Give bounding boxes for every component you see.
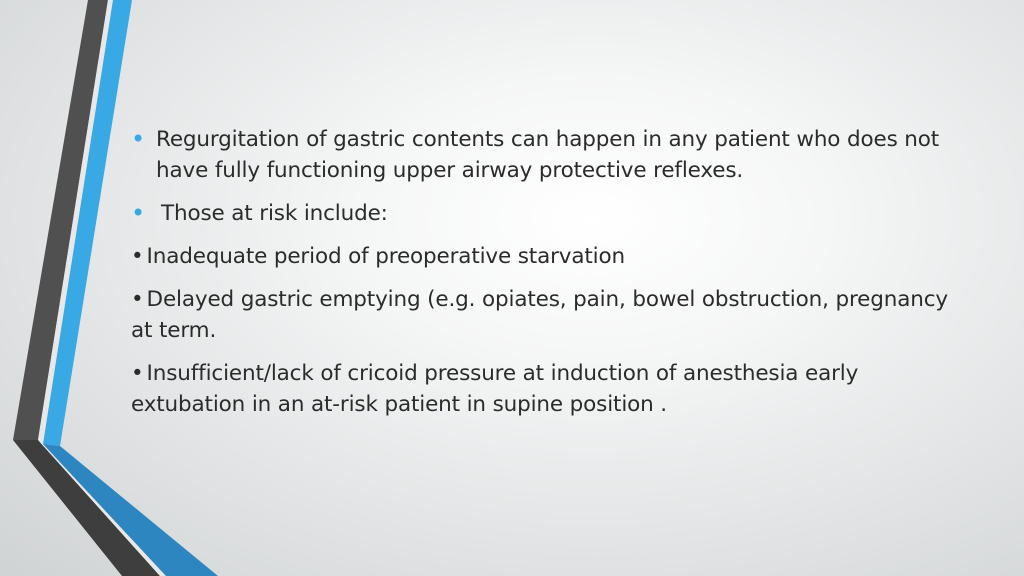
risk-text: Delayed gastric emptying (e.g. opiates, pain, bowel obstruction, pregnancy at term.: [131, 287, 948, 343]
bullet-dot: •: [131, 199, 146, 227]
risk-marker: •: [131, 244, 144, 269]
dark-stripe-lower: [13, 440, 160, 576]
risk-item: [131, 284, 951, 346]
bullet-text: Regurgitation of gastric contents can happen in any patient who does not have fully functioning upper airway protective reflexes.: [156, 127, 940, 183]
bullet-text: Those at risk include:: [161, 201, 388, 226]
light-stripe-lower: [38, 440, 166, 576]
light-stripe-upper: [38, 0, 113, 444]
risk-text: Insufficient/lack of cricoid pressure at induction of anesthesia early extubation in an at-risk patient in supine position .: [131, 361, 859, 417]
bullet-item: [131, 124, 951, 186]
slide-body: [131, 124, 951, 432]
risk-marker: •: [131, 361, 144, 386]
bullet-item: [131, 198, 951, 229]
bullet-dot: •: [131, 125, 146, 153]
risk-item: [131, 358, 951, 420]
risk-text: Inadequate period of preoperative starvation: [146, 244, 625, 269]
risk-item: [131, 241, 951, 272]
risk-marker: •: [131, 287, 144, 312]
